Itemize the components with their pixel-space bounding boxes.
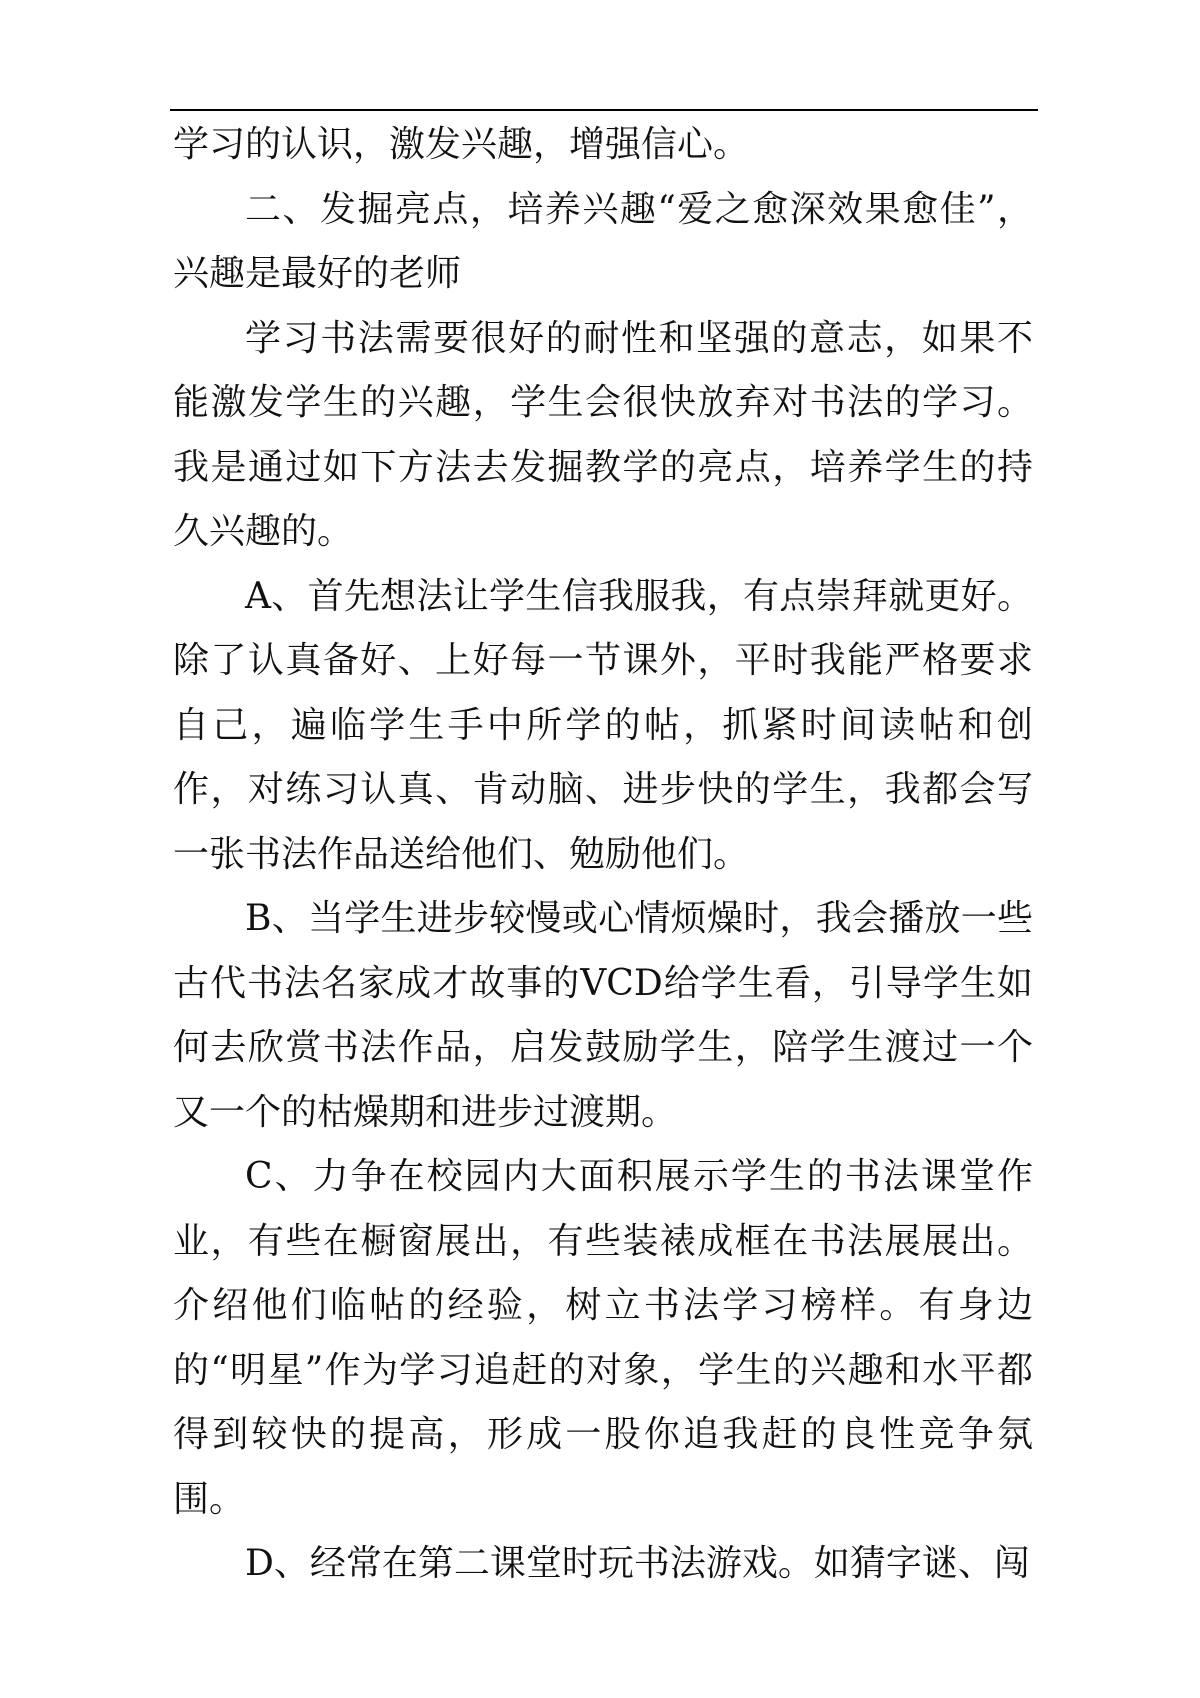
paragraph-continued: 学习的认识，激发兴趣，增强信心。 (173, 124, 750, 165)
paragraph-intro: 学习书法需要很好的耐性和坚强的意志，如果不能激发学生的兴趣，学生会很快放弃对书法的学习。我是通过如下方法去发掘教学的亮点，培养学生的持久兴趣的。 (173, 317, 1033, 552)
document-body (173, 113, 1033, 1597)
header-rule (170, 109, 1038, 111)
paragraph-item-a: A、首先想法让学生信我服我，有点崇拜就更好。除了认真备好、上好每一节课外，平时我能严格要求自己，遍临学生手中所学的帖，抓紧时间读帖和创作，对练习认真、肯动脑、进步快的学生，我都会写一张书法作品送给他们、勉励他们。 (173, 575, 1033, 875)
section-heading-2: 二、发掘亮点，培养兴趣“爱之愈深效果愈佳”，兴趣是最好的老师 (173, 188, 1033, 294)
paragraph-item-d: D、经常在第二课堂时玩书法游戏。如猜字谜、闯 (245, 1543, 1030, 1584)
paragraph-item-b: B、当学生进步较慢或心情烦燥时，我会播放一些古代书法名家成才故事的VCD给学生看，引导学生如何去欣赏书法作品，启发鼓励学生，陪学生渡过一个又一个的枯燥期和进步过渡期。 (173, 898, 1033, 1133)
paragraph-item-c: C、力争在校园内大面积展示学生的书法课堂作业，有些在橱窗展出，有些装裱成框在书法展展出。介绍他们临帖的经验，树立书法学习榜样。有身边的“明星”作为学习追赶的对象，学生的兴趣和水平都得到较快的提高，形成一股你追我赶的良性竞争氛围。 (173, 1156, 1033, 1520)
